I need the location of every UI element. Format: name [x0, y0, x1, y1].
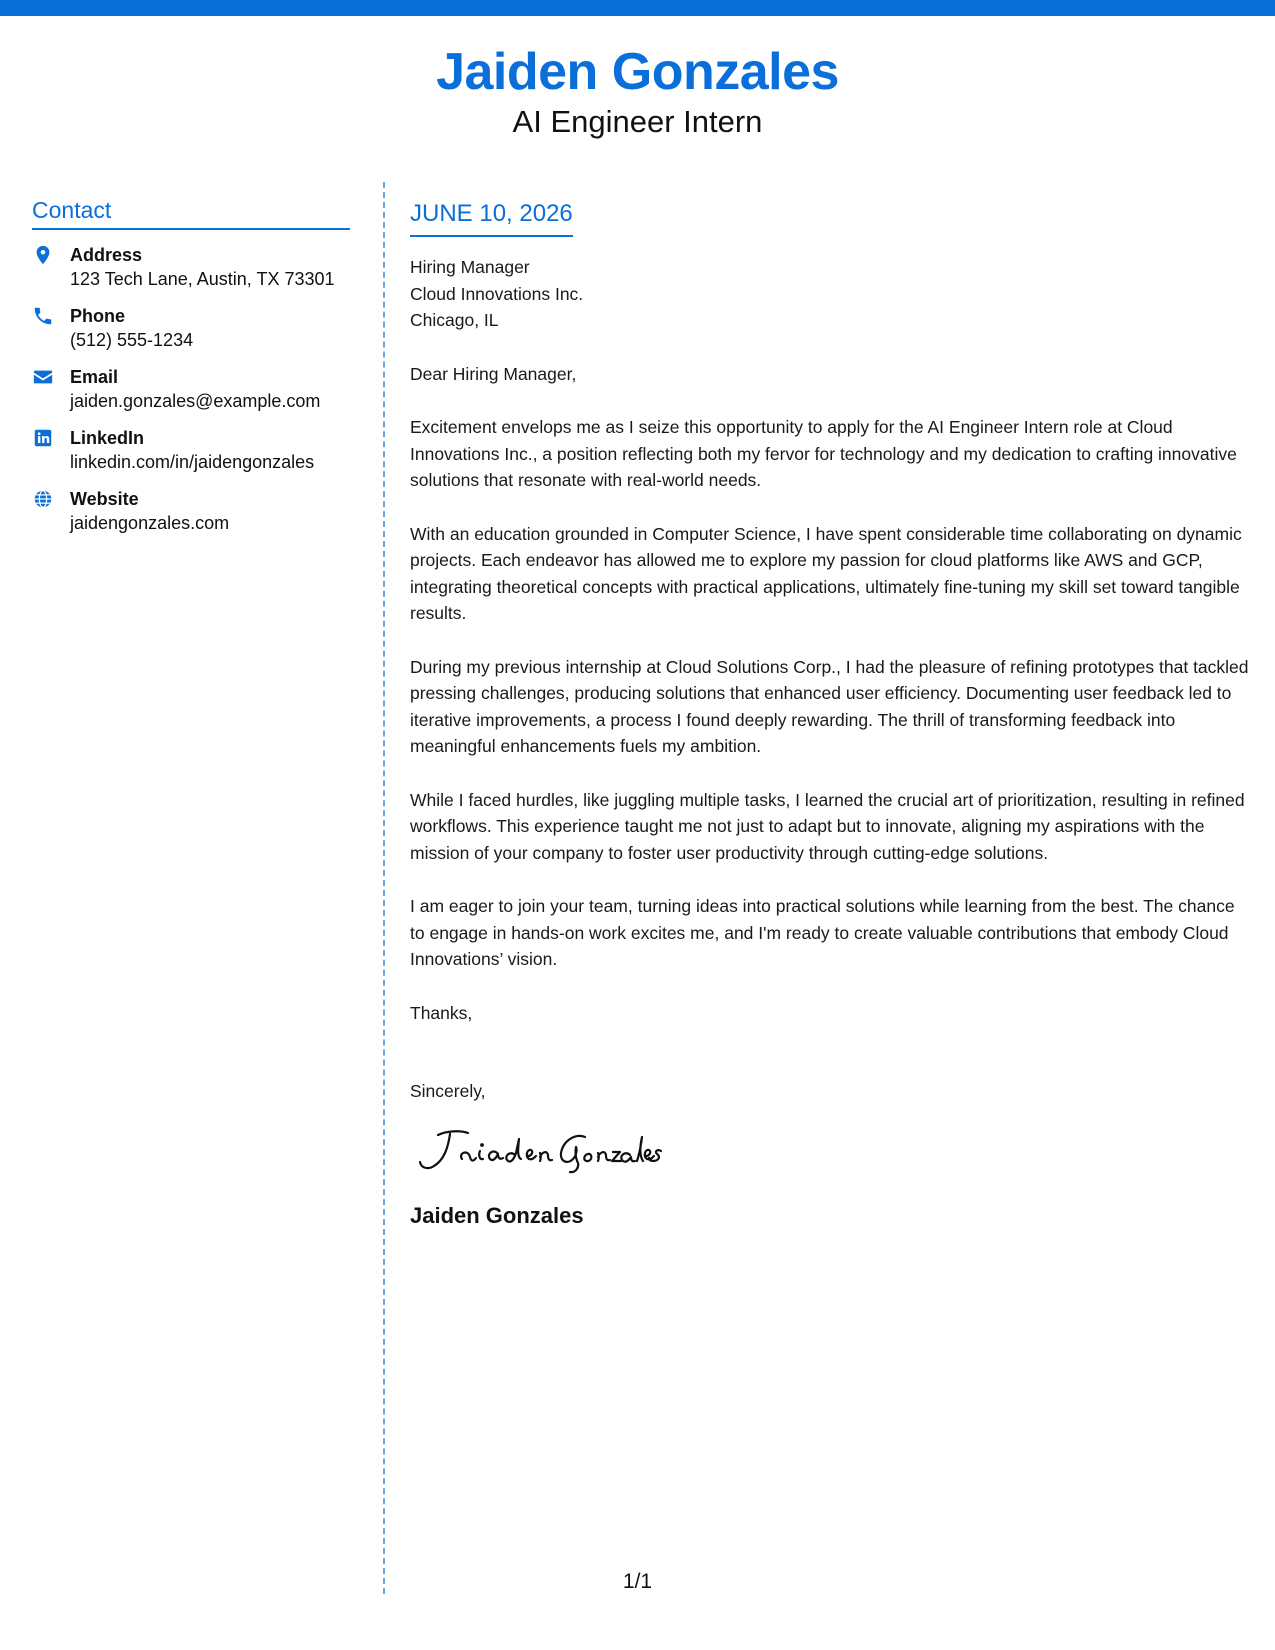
- contact-value: (512) 555-1234: [70, 330, 194, 350]
- contact-value: jaidengonzales.com: [70, 513, 230, 533]
- signer-name: Jaiden Gonzales: [410, 1202, 584, 1228]
- paragraph: During my previous internship at Cloud Solutions Corp., I had the pleasure of refining prototypes that tackled pressing challenges, producing solutions that enhanced user efficiency. Documenting user feedback led to iterative improvements, a process I found deeply rewarding. The thrill of transforming feedback into meaningful enhancements fuels my ambition.: [410, 656, 1249, 756]
- map-pin-icon: [32, 244, 54, 266]
- contact-item-linkedin: [32, 426, 350, 474]
- contact-item-phone: [32, 304, 350, 352]
- contact-item-address: [32, 243, 350, 291]
- linkedin-icon: [32, 427, 54, 449]
- email-icon: [32, 366, 54, 388]
- contact-section-title: Contact: [32, 196, 350, 230]
- contact-label: LinkedIn: [70, 428, 145, 448]
- contact-label: Address: [70, 245, 143, 265]
- letter-date: JUNE 10, 2026: [410, 198, 573, 237]
- contact-value: 123 Tech Lane, Austin, TX 73301: [70, 269, 335, 289]
- contact-label: Email: [70, 367, 119, 387]
- handwritten-signature: [410, 1123, 670, 1179]
- globe-icon: [32, 488, 54, 510]
- closing-thanks: Thanks,: [410, 1002, 473, 1023]
- contact-label: Phone: [70, 306, 126, 326]
- recipient-block: [410, 254, 1250, 334]
- recipient-line: Chicago, IL: [410, 310, 499, 330]
- job-title: AI Engineer Intern: [512, 104, 763, 139]
- closing-sign-off: Sincerely,: [410, 1081, 486, 1101]
- top-accent-bar: [0, 0, 1275, 16]
- paragraph: While I faced hurdles, like juggling multiple tasks, I learned the crucial art of prioritization, resulting in refined workflows. This experience taught me not just to adapt but to innovate, aligning my aspirations with the mission of your company to foster user productivity through cutting-edge solutions.: [410, 789, 1245, 863]
- header: [0, 40, 1275, 142]
- contact-item-website: [32, 487, 350, 535]
- greeting: Dear Hiring Manager,: [410, 363, 577, 384]
- paragraph: I am eager to join your team, turning ideas into practical solutions while learning from the best. The chance to engage in hands-on work excites me, and I'm ready to create valuable contributions that embody Cloud Innovations’ vision.: [410, 896, 1235, 969]
- contact-value: linkedin.com/in/jaidengonzales: [70, 452, 315, 472]
- recipient-line: Cloud Innovations Inc.: [410, 283, 584, 304]
- candidate-name: Jaiden Gonzales: [436, 43, 839, 101]
- page-number: 1/1: [622, 1570, 653, 1593]
- contact-item-email: [32, 365, 350, 413]
- letter-body: [410, 198, 1250, 1230]
- contact-value: jaiden.gonzales@example.com: [70, 391, 321, 411]
- recipient-line: Hiring Manager: [410, 257, 530, 277]
- phone-icon: [32, 305, 54, 327]
- paragraph: Excitement envelops me as I seize this opportunity to apply for the AI Engineer Intern role at Cloud Innovations Inc., a position reflecting both my fervor for technology and my dedication to crafting innovative solutions that resonate with real-world needs.: [410, 417, 1237, 490]
- column-divider: [383, 182, 385, 1594]
- contact-sidebar: [32, 196, 350, 535]
- paragraph: With an education grounded in Computer Science, I have spent considerable time collaborating on dynamic projects. Each endeavor has allowed me to explore my passion for cloud platforms like AWS and GCP, integrating theoretical concepts with practical applications, ultimately fine-tuning my skill set toward tangible results.: [410, 523, 1242, 623]
- contact-label: Website: [70, 489, 139, 509]
